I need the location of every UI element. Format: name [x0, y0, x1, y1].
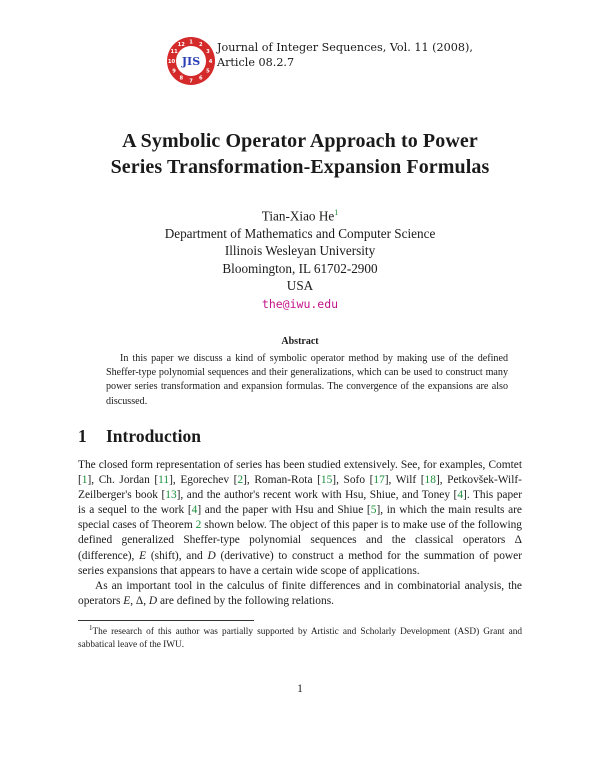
logo-digit: 3: [206, 49, 210, 56]
logo-digit: 8: [179, 75, 184, 82]
citation-link[interactable]: 5: [370, 504, 377, 517]
section-number: 1: [78, 426, 87, 446]
citation-link[interactable]: 17: [373, 474, 385, 487]
journal-line-2: Article 08.2.7: [217, 56, 295, 69]
footnote: [78, 622, 522, 652]
title-line-1: A Symbolic Operator Approach to Power: [122, 130, 478, 152]
citation-link[interactable]: 18: [424, 474, 436, 487]
citation-link[interactable]: 4: [457, 489, 464, 502]
author-email-link[interactable]: the@iwu.edu: [261, 296, 339, 311]
logo-digit: 5: [206, 68, 210, 75]
author-block: [100, 204, 500, 313]
abstract-text: In this paper we discuss a kind of symbolic operator method by making use of the defined Sheffer-type polynomial sequences and their generalizations, which can be used to construct many power series transformation and expansion formulas. The convergence of the expansions are also discussed.: [106, 353, 508, 407]
logo-digit: 12: [177, 41, 185, 48]
author-university: Illinois Wesleyan University: [224, 243, 376, 259]
author-name-row: [100, 204, 500, 225]
logo-digit: 2: [198, 41, 203, 48]
page-number: 1: [297, 683, 303, 695]
jis-logo-icon: [166, 36, 216, 86]
logo-digit: 4: [208, 58, 213, 65]
citation-link[interactable]: 4: [191, 504, 198, 517]
logo-digit: 7: [189, 78, 193, 85]
logo-digit: 10: [167, 58, 176, 65]
author-country: USA: [286, 278, 314, 294]
citation-link[interactable]: 1: [81, 474, 88, 487]
footnote-mark: 1: [89, 624, 93, 632]
section-body: [78, 458, 522, 609]
logo-digit: 9: [172, 68, 176, 75]
section-title: Introduction: [106, 426, 201, 446]
journal-line-1: Journal of Integer Sequences, Vol. 11 (2008),: [217, 41, 473, 54]
abstract-heading: Abstract: [281, 336, 319, 347]
footnote-text: The research of this author was partially supported by Artistic and Scholarly Development (ASD) Grant and sabbatical leave of the IWU.: [78, 627, 522, 651]
author-footnote-mark[interactable]: 1: [334, 208, 339, 217]
author-name: Tian-Xiao He: [261, 208, 335, 224]
citation-link[interactable]: 2: [237, 474, 244, 487]
title-line-2: Series Transformation-Expansion Formulas: [110, 156, 490, 178]
author-city: Bloomington, IL 61702-2900: [222, 260, 378, 276]
section-heading: [78, 426, 201, 447]
paper-title: [60, 128, 540, 180]
paragraph-1: The closed form representation of series has been studied extensively. See, for examples, Comtet [1], Ch. Jordan [11], Egorechev [2], Roman-Rota [15], Sofo [17], Wilf [18], Petkovšek-Wilf-Zeilberger's book [13], and the author's recent work with Hsu, Shiue, and Toney [4]. This paper is a sequel to the work [4] and the paper with Hsu and Shiue [5], in which the main results are special cases of Theorem 2 shown below. The object of this paper is to make use of the following defined generalized Sheffer-type polynomial sequences and the classical operators Δ (difference), E (shift), and D (derivative) to construct a method for the summation of power series expansions that appears to have a certain wide scope of applications.: [78, 459, 522, 577]
citation-link[interactable]: 13: [165, 489, 177, 502]
paragraph-2: As an important tool in the calculus of finite differences and in combinatorial analysis, the operators E, Δ, D are defined by the following relations.: [78, 579, 522, 607]
citation-link[interactable]: 11: [158, 474, 170, 487]
theorem-link[interactable]: 2: [195, 519, 202, 532]
logo-text: JIS: [181, 55, 201, 68]
footnote-rule: [78, 620, 254, 621]
logo-digit: 11: [170, 49, 178, 56]
citation-link[interactable]: 15: [320, 474, 333, 487]
logo-digit: 6: [198, 75, 203, 82]
logo-digit: 1: [189, 39, 193, 46]
author-department: Department of Mathematics and Computer Science: [164, 225, 436, 241]
journal-citation: [217, 40, 473, 70]
